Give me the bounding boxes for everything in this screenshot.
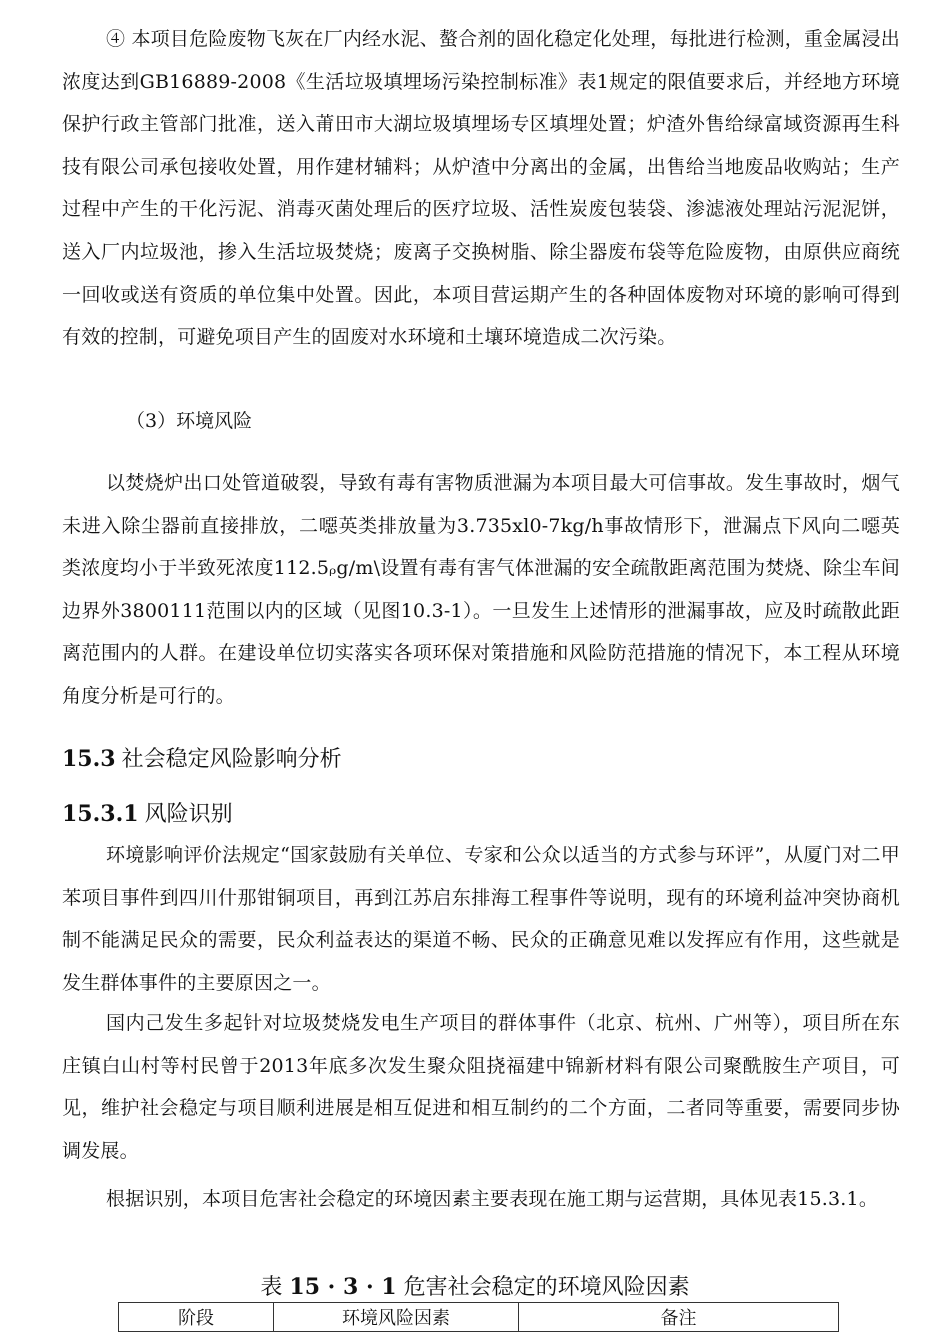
header-risk-factor: 环境风险因素 (274, 1303, 519, 1332)
table-caption-text: 危害社会稳定的环境风险因素 (403, 1275, 690, 1300)
header-remarks: 备注 (519, 1303, 839, 1332)
subsection-number: 15.3.1 (62, 801, 139, 827)
section-heading-15-3 (62, 742, 342, 773)
table-caption (0, 1270, 950, 1301)
table-header-row (119, 1303, 839, 1332)
paragraph-mass-incidents: 国内己发生多起针对垃圾焚烧发电生产项目的群体事件（北京、杭州、广州等），项目所在东庄镇白山村等村民曾于2013年底多次发生聚众阻挠福建中锦新材料有限公司聚酰胺生产项目，可见，维护社会稳定与项目顺利进展是相互促进和相互制约的二个方面，二者同等重要，需要同步协调发展。 (62, 1012, 900, 1162)
paragraph-solid-waste: ④ 本项目危险废物飞灰在厂内经水泥、螯合剂的固化稳定化处理，每批进行检测，重金属浸出浓度达到GB16889-2008《生活垃圾填埋场污染控制标准》表1规定的限值要求后，并经地方环境保护行政主管部门批准，送入莆田市大湖垃圾填埋场专区填埋处置；炉渣外售给绿富域资源再生科技有限公司承包接收处置，用作建材辅料；从炉渣中分离出的金属，出售给当地废品收购站；生产过程中产生的干化污泥、消毒灭菌处理后的医疗垃圾、活性炭废包装袋、渗滤液处理站污泥泥饼，送入厂内垃圾池，掺入生活垃圾焚烧；废离子交换树脂、除尘器废布袋等危险废物，由原供应商统一回收或送有资质的单位集中处置。因此，本项目营运期产生的各种固体废物对环境的影响可得到有效的控制，可避免项目产生的固废对水环境和土壤环境造成二次污染。 (62, 28, 900, 349)
risk-factor-table (118, 1302, 839, 1332)
paragraph-environmental-risk: 以焚烧炉出口处管道破裂，导致有毒有害物质泄漏为本项目最大可信事故。发生事故时，烟气未进入除尘器前直接排放，二噁英类排放量为3.735xl0-7kg/h事故情形下，泄漏点下风向二噁英类浓度均小于半致死浓度112.5ᵨg/m\设置有毒有害气体泄漏的安全疏散距离范围为焚烧、除尘车间边界外3800111范围以内的区域（见图10.3-1）。一旦发生上述情形的泄漏事故，应及时疏散此距离范围内的人群。在建设单位切实落实各项环保对策措施和风险防范措施的情况下，本工程从环境角度分析是可行的。 (62, 472, 900, 707)
header-stage: 阶段 (119, 1303, 274, 1332)
table-caption-number: 15 · 3 · 1 (289, 1274, 397, 1300)
section-heading-15-3-1 (62, 797, 233, 828)
table-caption-prefix: 表 (260, 1275, 283, 1300)
section-title: 社会稳定风险影响分析 (121, 747, 342, 772)
sub-heading-environmental-risk: （3）环境风险 (126, 410, 253, 432)
subsection-title: 风险识别 (144, 802, 233, 827)
paragraph-eia-law: 环境影响评价法规定“国家鼓励有关单位、专家和公众以适当的方式参与环评”，从厦门对二甲苯项目事件到四川什那钳铜项目，再到江苏启东排海工程事件等说明，现有的环境利益冲突协商机制不能满足民众的需要，民众利益表达的渠道不畅、民众的正确意见难以发挥应有作用，这些就是发生群体事件的主要原因之一。 (62, 844, 900, 994)
paragraph-identification: 根据识别，本项目危害社会稳定的环境因素主要表现在施工期与运营期，具体见表15.3.1。 (106, 1188, 879, 1210)
section-number: 15.3 (62, 746, 116, 772)
